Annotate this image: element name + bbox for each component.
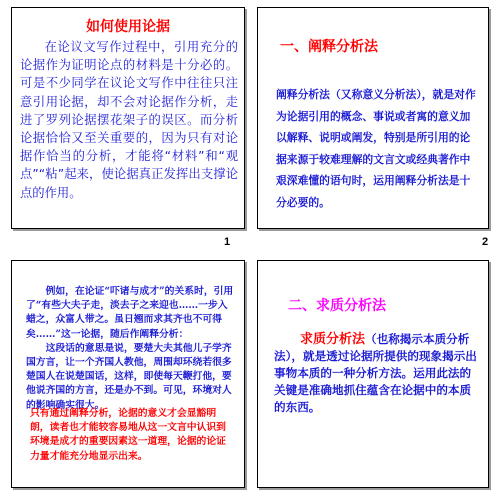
slide-title: 如何使用论据: [86, 19, 170, 35]
highlight-note: 只有通过阐释分析，论据的意义才会显豁明朗，读者也才能较容易地从这一文言中认识到环境是成才的重要因素这一道理，论据的论证力量才能充分地显示出来。: [30, 408, 226, 462]
example-paragraph: 例如，在论证“吓诸与成才”的关系时，引用了“有些大夫子走，淡去子之来迎也……一步入蜡之，众富人带之。虽日翘而求其齐也不可得矣……”这一论据，随后作阐释分析：: [26, 286, 234, 340]
slide-2[interactable]: [257, 7, 489, 229]
slide-body-text: 阐释分析法（又称意义分析法），就是对作为论据引用的概念、事说或者寓的意义加以解释、说明或阐发，特别是所引用的论据来源于较难理解的文言文或经典著作中艰深难懂的语句时，运用阐释分析法是十分必要的。: [276, 88, 476, 209]
slide-1[interactable]: [11, 7, 245, 229]
slide-body-text: （也称揭示本质分析法），就是透过论据所提供的现象揭示出事物本质的一种分析方法。运用此法的关键是准确地抓住蕴含在论据中的本质的东西。: [274, 332, 477, 414]
slide-title: 二、求质分析法: [288, 298, 386, 314]
slide-body: [274, 331, 480, 416]
lead-term: 求质分析法: [300, 332, 366, 347]
page-number: 1: [224, 236, 231, 248]
page-number: 2: [482, 236, 489, 248]
slide-3[interactable]: [11, 260, 245, 488]
slide-body: [26, 285, 236, 413]
slide-4[interactable]: [257, 260, 489, 488]
explanation-paragraph: 这段话的意思是说，要楚大夫其他儿子学齐国方言，让一个齐国人教他，周围却环绕若很多楚国人在说楚国话，这样，即使每天鞭打他，要他说齐国的方言，还是办不到。可见，环境对人的影响确实很大。: [26, 342, 232, 411]
slide-title: 一、阐释分析法: [280, 39, 378, 55]
slide-body-text: 在论议文写作过程中，引用充分的论据作为证明论点的材料是十分必的。可是不少同学在议论文写作中往往只注意引用论据，却不会对论据作分析，走进了罗列论据摆花架子的误区。而分析论据恰恰又至关重要的，因为只有对论据作恰当的分析，才能将“材料”和“观点”“粘”起来，使论据真正发挥出支撑论点的作用。: [20, 40, 238, 200]
